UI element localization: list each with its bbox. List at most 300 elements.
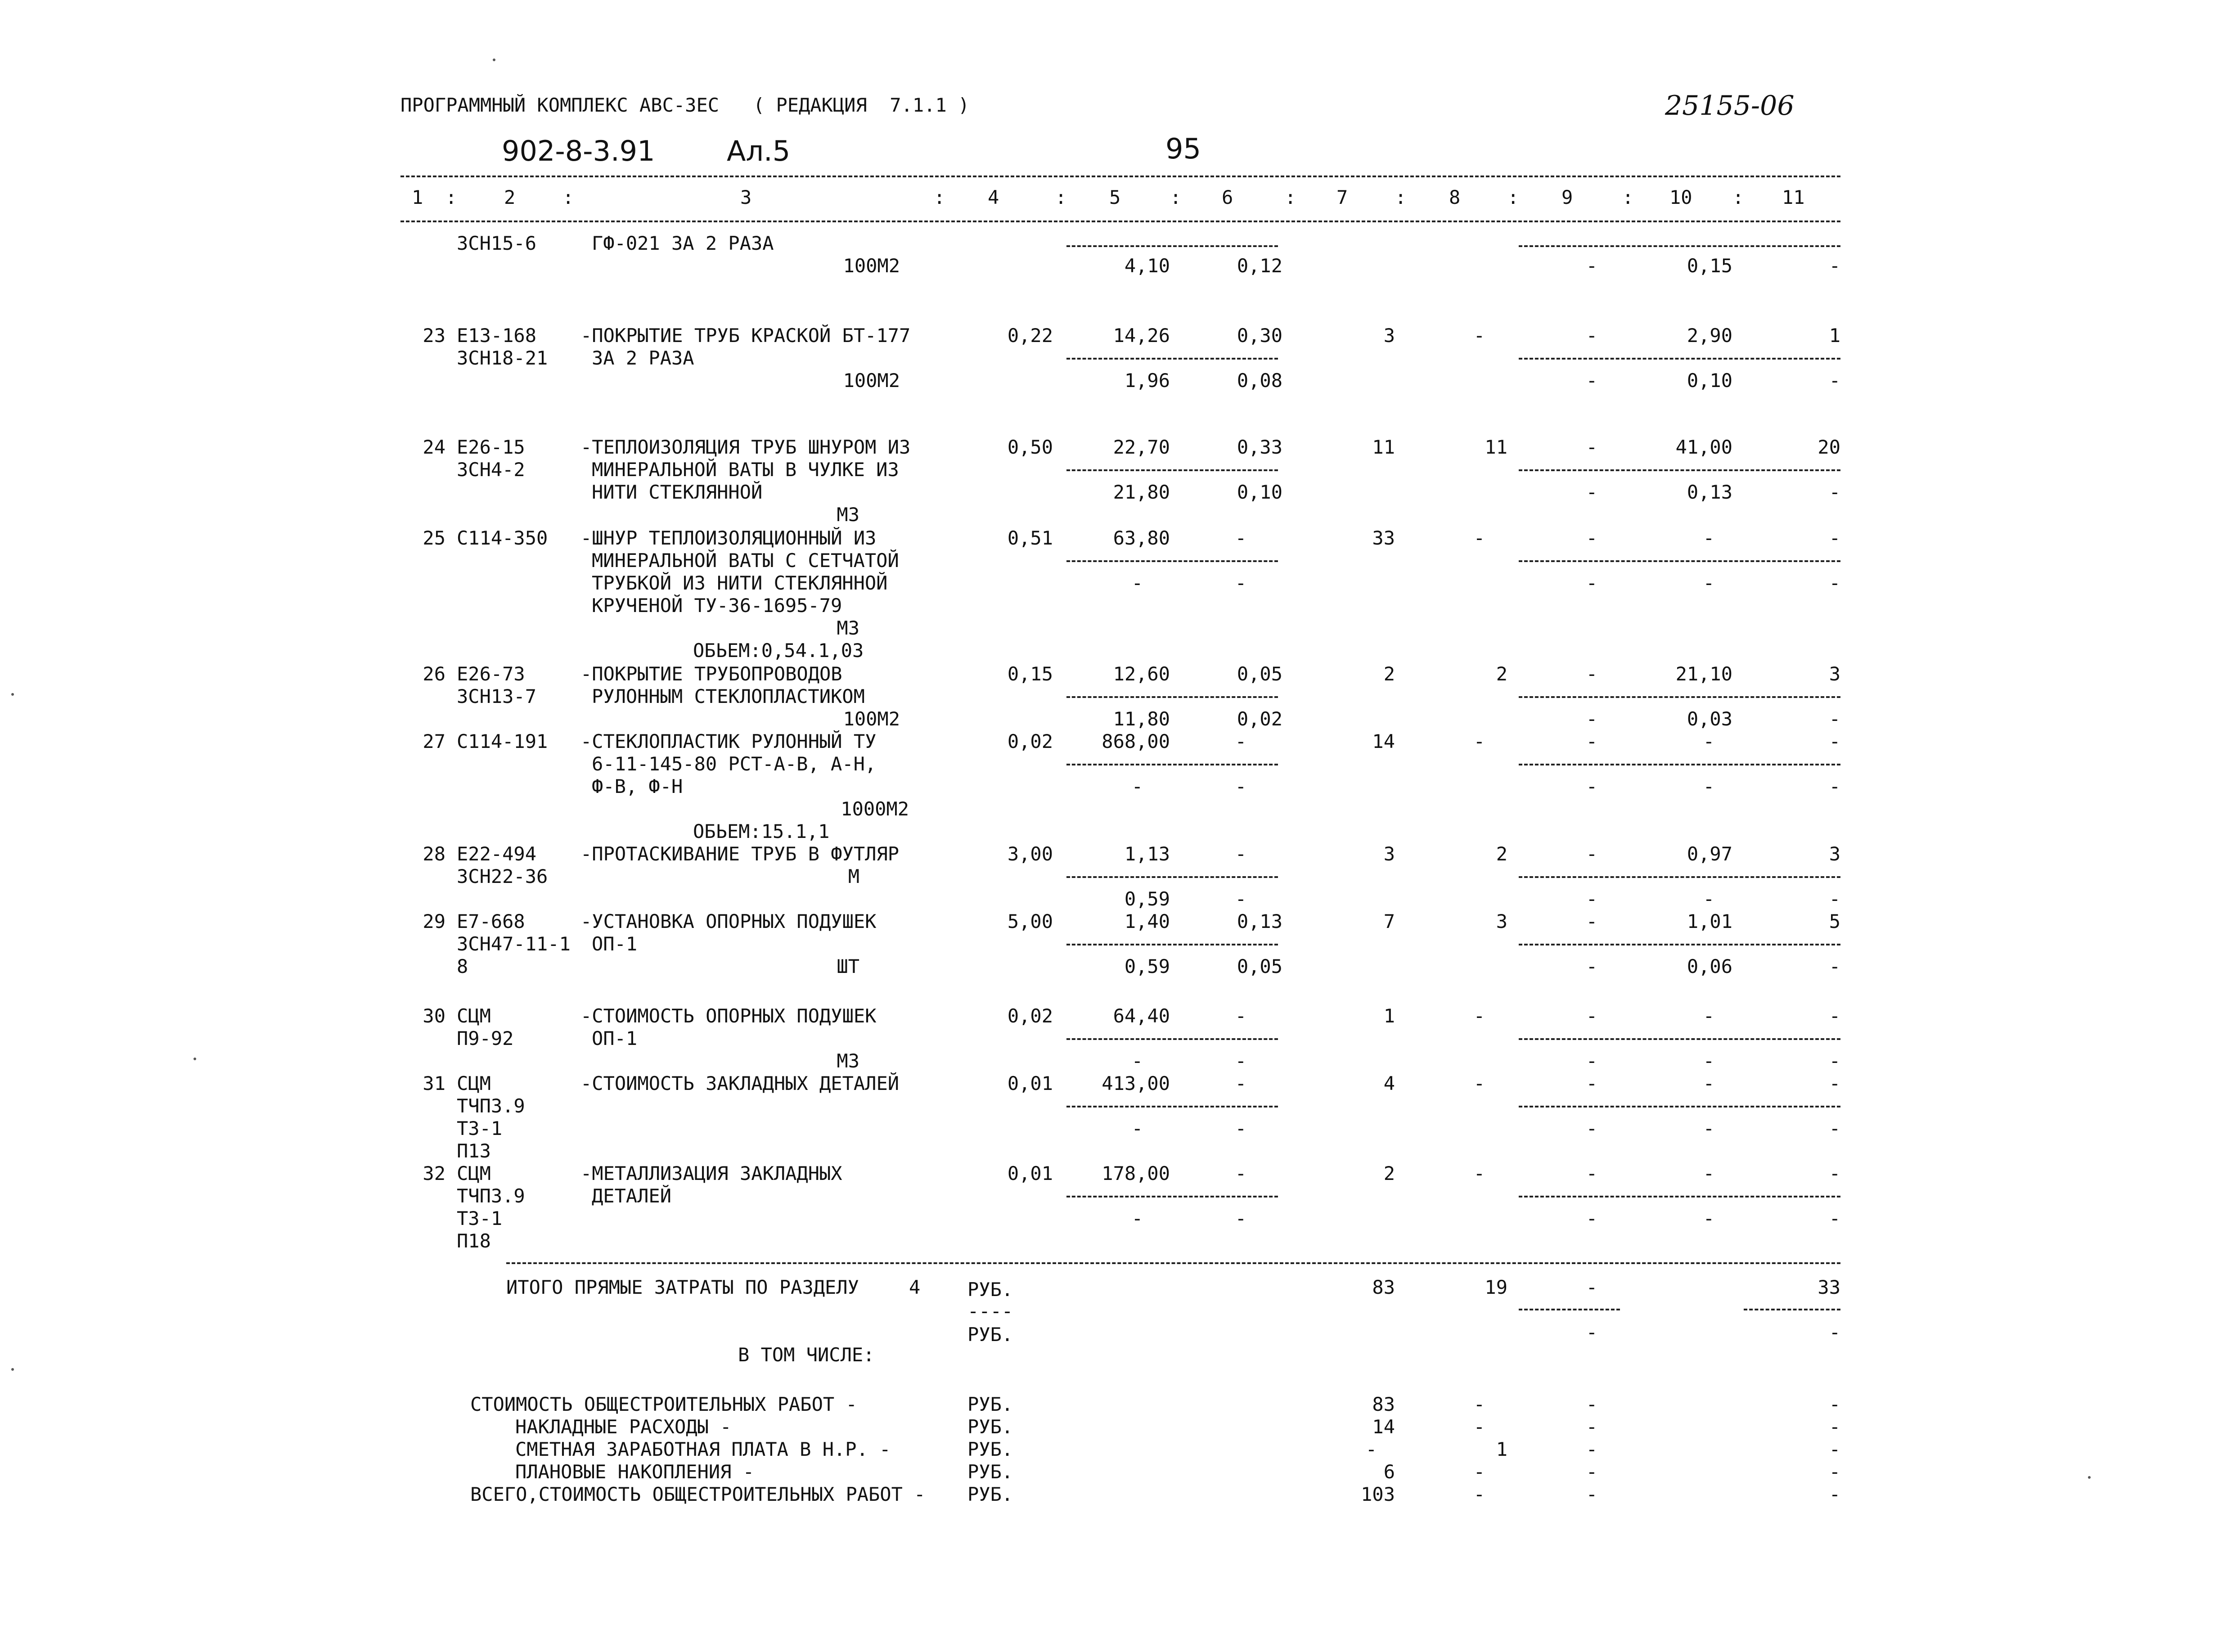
col6-value: 0,10 (1237, 481, 1282, 503)
normative-code: Е26-15 (457, 436, 525, 458)
work-description: НИТИ СТЕКЛЯННОЙ (592, 481, 763, 503)
cell-rule (1519, 764, 1840, 765)
row-number: 27 (423, 730, 445, 752)
col4-value: 3,00 (1007, 843, 1053, 865)
breakdown-col7: 103 (1361, 1483, 1395, 1505)
breakdown-col11: - (1829, 1393, 1840, 1415)
col10-value: 0,15 (1687, 255, 1732, 277)
col5-value: 12,60 (1113, 663, 1170, 685)
breakdown-label: НАКЛАДНЫЕ РАСХОДЫ - (515, 1416, 732, 1438)
breakdown-col9: - (1586, 1461, 1597, 1483)
cell-rule (1519, 1309, 1620, 1310)
col11-value: - (1829, 955, 1840, 977)
col8-value: 3 (1496, 910, 1507, 932)
col11-value: - (1829, 775, 1840, 797)
col-sep: : (1395, 186, 1407, 208)
col11-value: - (1829, 1162, 1840, 1184)
normative-code: Т3-1 (457, 1117, 503, 1139)
col10-value: 0,13 (1687, 481, 1732, 503)
col9-value: - (1586, 730, 1597, 752)
col8-value: - (1473, 527, 1485, 549)
totals-unit: РУБ. (967, 1278, 1013, 1301)
work-description: -ШНУР ТЕПЛОИЗОЛЯЦИОННЫЙ ИЗ (580, 527, 877, 549)
cell-rule (1066, 245, 1278, 247)
cell-rule (1066, 1196, 1278, 1197)
normative-code: С114-191 (457, 730, 548, 752)
col11-value: - (1829, 1005, 1840, 1027)
col-sep: : (562, 186, 574, 208)
col5-value: 0,59 (1124, 888, 1170, 910)
normative-code: 8 (457, 955, 468, 977)
col5-value: 4,10 (1124, 255, 1170, 277)
col10-value: - (1703, 1117, 1714, 1139)
work-description: -ТЕПЛОИЗОЛЯЦИЯ ТРУБ ШНУРОМ ИЗ (580, 436, 911, 458)
col10-value: - (1703, 572, 1714, 594)
col5-value: 178,00 (1102, 1162, 1170, 1184)
col-header-6: 6 (1222, 186, 1233, 208)
col-header-2: 2 (504, 186, 516, 208)
cell-rule (1066, 1106, 1278, 1107)
row-number: 30 (423, 1005, 445, 1027)
col6-value: 0,30 (1237, 324, 1282, 347)
cell-rule (1519, 469, 1840, 471)
col9-value: - (1586, 1207, 1597, 1229)
col-header-7: 7 (1336, 186, 1348, 208)
breakdown-col9: - (1586, 1483, 1597, 1505)
col6-value: 0,12 (1237, 255, 1282, 277)
col-header-5: 5 (1109, 186, 1121, 208)
breakdown-col8: - (1473, 1416, 1485, 1438)
totals-col8: 19 (1485, 1276, 1507, 1298)
cell-rule (1519, 560, 1840, 562)
breakdown-col9: - (1586, 1393, 1597, 1415)
normative-code: П9-92 (457, 1027, 514, 1049)
col4-value: 0,22 (1007, 324, 1053, 347)
col9-value: - (1586, 888, 1597, 910)
col8-value: - (1473, 1072, 1485, 1094)
scan-speck (2088, 1476, 2091, 1479)
col11-value: 3 (1829, 663, 1840, 685)
breakdown-label: ПЛАНОВЫЕ НАКОПЛЕНИЯ - (515, 1461, 755, 1483)
unit: М (848, 865, 859, 887)
col10-value: - (1703, 1050, 1714, 1072)
col6-value: 0,08 (1237, 369, 1282, 392)
row-number: 23 (423, 324, 445, 347)
col6-value: - (1235, 1072, 1246, 1094)
cell-rule (1519, 1106, 1840, 1107)
col7-value: 33 (1372, 527, 1395, 549)
cell-rule (1519, 876, 1840, 878)
work-description: ТРУБКОЙ ИЗ НИТИ СТЕКЛЯННОЙ (592, 572, 888, 594)
col5-value: - (1131, 1207, 1143, 1229)
unit: 100М2 (843, 708, 900, 730)
work-description: МИНЕРАЛЬНОЙ ВАТЫ С СЕТЧАТОЙ (592, 549, 899, 572)
col11-value: 20 (1818, 436, 1840, 458)
normative-code: Е26-73 (457, 663, 525, 685)
col5-value: 14,26 (1113, 324, 1170, 347)
col9-value: - (1586, 1050, 1597, 1072)
col7-value: 3 (1383, 324, 1395, 347)
col6-value: - (1235, 1117, 1246, 1139)
cell-rule (1744, 1309, 1840, 1310)
col11-value: - (1829, 1207, 1840, 1229)
col9-value: - (1586, 481, 1597, 503)
normative-code: ЗСН22-36 (457, 865, 548, 887)
work-description: -ПОКРЫТИЕ ТРУБ КРАСКОЙ БТ-177 (580, 324, 911, 347)
col5-value: 1,13 (1124, 843, 1170, 865)
col11-value: - (1829, 481, 1840, 503)
col7-value: 14 (1372, 730, 1395, 752)
breakdown-col8: - (1473, 1483, 1485, 1505)
breakdown-label: СТОИМОСТЬ ОБЩЕСТРОИТЕЛЬНЫХ РАБОТ - (470, 1393, 857, 1415)
col4-value: 0,15 (1007, 663, 1053, 685)
work-description: ЗА 2 РАЗА (592, 347, 694, 369)
cell-rule (1519, 358, 1840, 360)
work-description: РУЛОННЫМ СТЕКЛОПЛАСТИКОМ (592, 685, 865, 707)
scan-speck (11, 1368, 14, 1371)
col-sep: : (1507, 186, 1519, 208)
normative-code: ЗСН15-6 (457, 232, 537, 254)
totals-col9: - (1586, 1276, 1597, 1298)
col6-value: - (1235, 1050, 1246, 1072)
col4-value: 0,50 (1007, 436, 1053, 458)
col6-value: - (1235, 1207, 1246, 1229)
col10-value: 0,03 (1687, 708, 1732, 730)
cell-rule (1519, 1196, 1840, 1197)
col5-value: - (1131, 1117, 1143, 1139)
col8-value: - (1473, 324, 1485, 347)
col10-value: - (1703, 888, 1714, 910)
col-header-10: 10 (1669, 186, 1692, 208)
col11-value: - (1829, 1050, 1840, 1072)
col7-value: 7 (1383, 910, 1395, 932)
breakdown-col9: - (1586, 1416, 1597, 1438)
col6-value: 0,02 (1237, 708, 1282, 730)
col11-value: - (1829, 888, 1840, 910)
work-description: КРУЧЕНОЙ ТУ-36-1695-79 (592, 594, 842, 617)
col9-value: - (1586, 1117, 1597, 1139)
breakdown-col11: - (1829, 1438, 1840, 1460)
col-sep: : (1285, 186, 1296, 208)
col9-value: - (1586, 527, 1597, 549)
totals-label: ИТОГО ПРЯМЫЕ ЗАТРАТЫ ПО РАЗДЕЛУ (506, 1276, 859, 1298)
col10-value: 1,01 (1687, 910, 1732, 932)
cell-rule (1519, 696, 1840, 698)
row-number: 28 (423, 843, 445, 865)
col9-value: - (1586, 708, 1597, 730)
col9-value: - (1586, 369, 1597, 392)
work-description: -ПОКРЫТИЕ ТРУБОПРОВОДОВ (580, 663, 842, 685)
col6-value: - (1235, 1005, 1246, 1027)
totals-col9: - (1586, 1321, 1597, 1343)
col-header-11: 11 (1782, 186, 1805, 208)
cell-rule (1066, 764, 1278, 765)
normative-code: СЦМ (457, 1162, 491, 1184)
col8-value: - (1473, 1162, 1485, 1184)
col11-value: - (1829, 1117, 1840, 1139)
breakdown-col7: 6 (1383, 1461, 1395, 1483)
col11-value: 3 (1829, 843, 1840, 865)
col-sep: : (1732, 186, 1744, 208)
col7-value: 11 (1372, 436, 1395, 458)
col5-value: - (1131, 1050, 1143, 1072)
col11-value: 1 (1829, 324, 1840, 347)
col6-value: - (1235, 843, 1246, 865)
col5-value: 11,80 (1113, 708, 1170, 730)
work-description: -ПРОТАСКИВАНИЕ ТРУБ В ФУТЛЯР (580, 843, 900, 865)
normative-code: ЗСН4-2 (457, 459, 525, 481)
section-number: 4 (909, 1276, 921, 1298)
col5-value: 64,40 (1113, 1005, 1170, 1027)
normative-code: ЗСН13-7 (457, 685, 537, 707)
normative-code: П18 (457, 1230, 491, 1252)
col4-value: 0,01 (1007, 1072, 1053, 1094)
cell-rule (1519, 944, 1840, 945)
col-header-8: 8 (1449, 186, 1461, 208)
col10-value: - (1703, 730, 1714, 752)
work-description: -УСТАНОВКА ОПОРНЫХ ПОДУШЕК (580, 910, 877, 932)
breakdown-col7: 83 (1372, 1393, 1395, 1415)
header-rule-top (400, 176, 1840, 177)
normative-code: Е13-168 (457, 324, 537, 347)
col7-value: 1 (1383, 1005, 1395, 1027)
breakdown-unit: РУБ. (967, 1483, 1013, 1505)
col9-value: - (1586, 843, 1597, 865)
album-number: Ал.5 (727, 135, 791, 167)
col5-value: 1,40 (1124, 910, 1170, 932)
row-number: 24 (423, 436, 445, 458)
col11-value: - (1829, 255, 1840, 277)
col9-value: - (1586, 910, 1597, 932)
work-description: ДЕТАЛЕЙ (592, 1185, 672, 1207)
col8-value: - (1473, 730, 1485, 752)
col10-value: 0,97 (1687, 843, 1732, 865)
totals-col11: 33 (1818, 1276, 1840, 1298)
col10-value: 41,00 (1675, 436, 1732, 458)
col9-value: - (1586, 1162, 1597, 1184)
breakdown-col11: - (1829, 1416, 1840, 1438)
col11-value: - (1829, 572, 1840, 594)
doc-code: 902-8-3.91 (502, 135, 655, 167)
col11-value: - (1829, 708, 1840, 730)
cell-rule (1066, 469, 1278, 471)
col9-value: - (1586, 324, 1597, 347)
col4-value: 0,51 (1007, 527, 1053, 549)
col6-value: - (1235, 527, 1246, 549)
normative-code: СЦМ (457, 1072, 491, 1094)
breakdown-col8: - (1473, 1461, 1485, 1483)
col10-value: - (1703, 1005, 1714, 1027)
breakdown-col7: 14 (1372, 1416, 1395, 1438)
normative-code: СЦМ (457, 1005, 491, 1027)
col6-value: 0,05 (1237, 663, 1282, 685)
row-number: 26 (423, 663, 445, 685)
breakdown-col8: - (1473, 1393, 1485, 1415)
col10-value: - (1703, 1207, 1714, 1229)
breakdown-label: ВСЕГО,СТОИМОСТЬ ОБЩЕСТРОИТЕЛЬНЫХ РАБОТ - (470, 1483, 926, 1505)
program-title: ПРОГРАММНЫЙ КОМПЛЕКС АВС-ЗЕС ( РЕДАКЦИЯ 7.1.1 ) (400, 94, 970, 116)
col9-value: - (1586, 955, 1597, 977)
col8-value: - (1473, 1005, 1485, 1027)
normative-code: ЗСН47-11-1 (457, 933, 571, 955)
work-description: 6-11-145-80 РСТ-А-В, А-Н, (592, 753, 877, 775)
col4-value: 5,00 (1007, 910, 1053, 932)
col-header-4: 4 (988, 186, 999, 208)
col5-value: - (1131, 572, 1143, 594)
col-sep: : (934, 186, 945, 208)
totals-unit-rule: ---- (967, 1300, 1013, 1322)
breakdown-col7: - (1365, 1438, 1377, 1460)
work-description: ГФ-021 ЗА 2 РАЗА (592, 232, 774, 254)
col4-value: 0,02 (1007, 1005, 1053, 1027)
col-header-1: 1 (412, 186, 423, 208)
normative-code: Е7-668 (457, 910, 525, 932)
row-number: 25 (423, 527, 445, 549)
scan-speck (11, 693, 14, 696)
col9-value: - (1586, 1072, 1597, 1094)
cell-rule (1066, 358, 1278, 360)
volume-note: ОБЬЕМ:15.1,1 (693, 820, 830, 842)
col10-value: - (1703, 1072, 1714, 1094)
breakdown-col9: - (1586, 1438, 1597, 1460)
normative-code: С114-350 (457, 527, 548, 549)
normative-code: П13 (457, 1140, 491, 1162)
col9-value: - (1586, 255, 1597, 277)
col10-value: 21,10 (1675, 663, 1732, 685)
col10-value: - (1703, 775, 1714, 797)
header-rule-bottom (400, 221, 1840, 222)
col7-value: 2 (1383, 1162, 1395, 1184)
unit: 1000М2 (841, 798, 909, 820)
col4-value: 0,02 (1007, 730, 1053, 752)
breakdown-col11: - (1829, 1461, 1840, 1483)
cell-rule (1066, 696, 1278, 698)
col10-value: - (1703, 1162, 1714, 1184)
col11-value: - (1829, 1072, 1840, 1094)
scan-speck (193, 1058, 196, 1060)
col5-value: 63,80 (1113, 527, 1170, 549)
col-header-3: 3 (740, 186, 752, 208)
row-number: 29 (423, 910, 445, 932)
cell-rule (1066, 944, 1278, 945)
col5-value: 1,96 (1124, 369, 1170, 392)
totals-rule (506, 1262, 1840, 1264)
col8-value: 2 (1496, 843, 1507, 865)
cell-rule (1066, 1038, 1278, 1040)
col9-value: - (1586, 572, 1597, 594)
col6-value: - (1235, 775, 1246, 797)
col5-value: 21,80 (1113, 481, 1170, 503)
scan-speck (493, 59, 495, 61)
col11-value: - (1829, 730, 1840, 752)
breakdown-unit: РУБ. (967, 1393, 1013, 1415)
unit: М3 (837, 617, 859, 639)
col7-value: 3 (1383, 843, 1395, 865)
work-description: -СТОИМОСТЬ ЗАКЛАДНЫХ ДЕТАЛЕЙ (580, 1072, 900, 1094)
col-sep: : (1622, 186, 1634, 208)
breakdown-col11: - (1829, 1483, 1840, 1505)
col6-value: - (1235, 572, 1246, 594)
col8-value: 2 (1496, 663, 1507, 685)
work-description: -СТОИМОСТЬ ОПОРНЫХ ПОДУШЕК (580, 1005, 877, 1027)
normative-code: ТЧП3.9 (457, 1185, 525, 1207)
unit: 100М2 (843, 369, 900, 392)
col9-value: - (1586, 436, 1597, 458)
breakdown-col8: 1 (1496, 1438, 1507, 1460)
col7-value: 2 (1383, 663, 1395, 685)
col6-value: - (1235, 1162, 1246, 1184)
col11-value: - (1829, 369, 1840, 392)
col-sep: : (1055, 186, 1067, 208)
col5-value: 413,00 (1102, 1072, 1170, 1094)
col11-value: 5 (1829, 910, 1840, 932)
col5-value: - (1131, 775, 1143, 797)
handwritten-stamp: 25155-06 (1665, 90, 1795, 122)
col9-value: - (1586, 775, 1597, 797)
work-description: ОП-1 (592, 933, 638, 955)
col10-value: 0,10 (1687, 369, 1732, 392)
col-sep: : (445, 186, 457, 208)
including-heading: В ТОМ ЧИСЛЕ: (738, 1344, 875, 1366)
breakdown-unit: РУБ. (967, 1438, 1013, 1460)
col8-value: 11 (1485, 436, 1507, 458)
totals-unit: РУБ. (967, 1323, 1013, 1346)
breakdown-unit: РУБ. (967, 1461, 1013, 1483)
work-description: Ф-В, Ф-Н (592, 775, 683, 797)
unit: 100М2 (843, 255, 900, 277)
col9-value: - (1586, 1005, 1597, 1027)
work-description: ОП-1 (592, 1027, 638, 1049)
col11-value: - (1829, 527, 1840, 549)
col6-value: 0,13 (1237, 910, 1282, 932)
col10-value: - (1703, 527, 1714, 549)
col9-value: - (1586, 663, 1597, 685)
normative-code: ЗСН18-21 (457, 347, 548, 369)
normative-code: ТЧП3.9 (457, 1095, 525, 1117)
normative-code: Т3-1 (457, 1207, 503, 1229)
normative-code: Е22-494 (457, 843, 537, 865)
cell-rule (1066, 560, 1278, 562)
work-description: -МЕТАЛЛИЗАЦИЯ ЗАКЛАДНЫХ (580, 1162, 842, 1184)
col6-value: - (1235, 730, 1246, 752)
cell-rule (1519, 245, 1840, 247)
col10-value: 2,90 (1687, 324, 1732, 347)
col5-value: 0,59 (1124, 955, 1170, 977)
col-header-9: 9 (1561, 186, 1573, 208)
row-number: 31 (423, 1072, 445, 1094)
col4-value: 0,01 (1007, 1162, 1053, 1184)
unit: М3 (837, 504, 859, 526)
unit: М3 (837, 1050, 859, 1072)
col-sep: : (1170, 186, 1182, 208)
col5-value: 22,70 (1113, 436, 1170, 458)
breakdown-unit: РУБ. (967, 1416, 1013, 1438)
breakdown-label: СМЕТНАЯ ЗАРАБОТНАЯ ПЛАТА В Н.Р. - (515, 1438, 891, 1460)
work-description: -СТЕКЛОПЛАСТИК РУЛОННЫЙ ТУ (580, 730, 877, 752)
row-number: 32 (423, 1162, 445, 1184)
col7-value: 4 (1383, 1072, 1395, 1094)
col6-value: 0,33 (1237, 436, 1282, 458)
cell-rule (1066, 876, 1278, 878)
page-number: 95 (1165, 132, 1201, 165)
col5-value: 868,00 (1102, 730, 1170, 752)
unit: ШТ (837, 955, 859, 977)
col6-value: 0,05 (1237, 955, 1282, 977)
col6-value: - (1235, 888, 1246, 910)
cell-rule (1519, 1038, 1840, 1040)
volume-note: ОБЬЕМ:0,54.1,03 (693, 639, 864, 662)
totals-col11: - (1829, 1321, 1840, 1343)
